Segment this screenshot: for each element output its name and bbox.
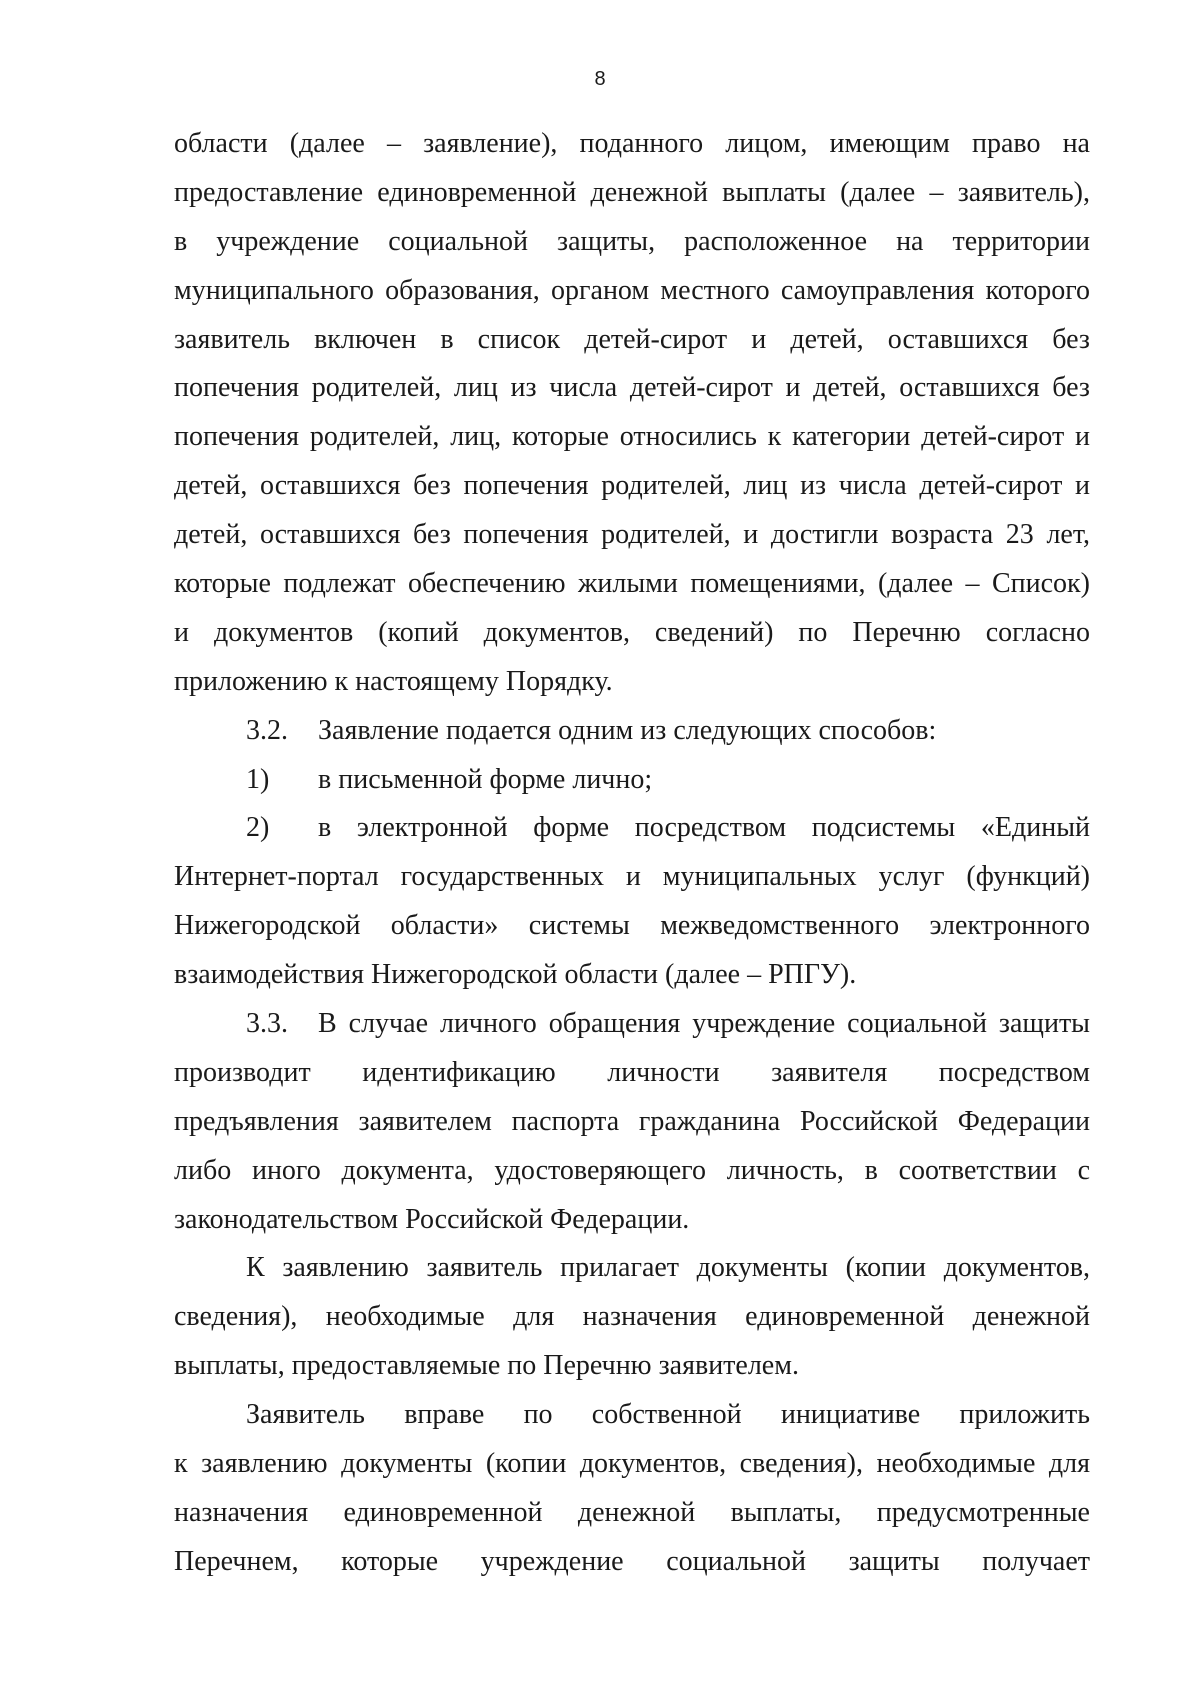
- section-number: 3.2.: [246, 714, 288, 746]
- text-line: назначения единовременной денежной выплаты, предусмотренные: [174, 1496, 1090, 1528]
- text-line: детей, оставшихся без попечения родителей, лиц из числа детей-сирот и: [174, 470, 1090, 502]
- text-line: Заявитель вправе по собственной инициативе приложить: [246, 1399, 1090, 1431]
- list-item-2: [174, 804, 1090, 853]
- text-line: законодательством Российской Федерации.: [174, 1203, 690, 1235]
- text-line: к заявлению документы (копии документов, сведения), необходимые для: [174, 1448, 1090, 1480]
- list-number: 1): [246, 763, 270, 795]
- page-number: 8: [594, 68, 606, 90]
- text-line: и документов (копий документов, сведений) по Перечню согласно: [174, 616, 1090, 648]
- paragraph-3-3: [174, 1000, 1090, 1049]
- text-line: предоставление единовременной денежной выплаты (далее – заявитель),: [174, 176, 1090, 208]
- list-number: 2): [246, 812, 270, 844]
- text-line: предъявления заявителем паспорта гражданина Российской Федерации: [174, 1105, 1090, 1137]
- text-line: сведения), необходимые для назначения единовременной денежной: [174, 1301, 1090, 1333]
- document-body: [174, 120, 1090, 1587]
- text-line: муниципального образования, органом местного самоуправления которого: [174, 274, 1090, 306]
- text-line: заявитель включен в список детей-сирот и детей, оставшихся без: [174, 323, 1090, 355]
- paragraph-3-2: [174, 707, 1090, 756]
- text-line: которые подлежат обеспечению жилыми помещениями, (далее – Список): [174, 568, 1090, 600]
- text-line: Интернет-портал государственных и муниципальных услуг (функций): [174, 861, 1090, 893]
- text-line: в учреждение социальной защиты, расположенное на территории: [174, 225, 1090, 257]
- text-line: Заявление подается одним из следующих способов:: [318, 714, 937, 746]
- text-line: приложению к настоящему Порядку.: [174, 665, 613, 697]
- text-line: производит идентификацию личности заявителя посредством: [174, 1056, 1090, 1088]
- text-line: попечения родителей, лиц из числа детей-сирот и детей, оставшихся без: [174, 372, 1090, 404]
- text-line: попечения родителей, лиц, которые относились к категории детей-сирот и: [174, 421, 1090, 453]
- text-line: К заявлению заявитель прилагает документы (копии документов,: [246, 1252, 1090, 1284]
- section-number: 3.3.: [246, 1008, 288, 1040]
- text-line: взаимодействия Нижегородской области (далее – РПГУ).: [174, 959, 857, 991]
- text-line: в письменной форме лично;: [318, 763, 653, 795]
- text-line: Нижегородской области» системы межведомственного электронного: [174, 910, 1090, 942]
- text-line: детей, оставшихся без попечения родителей, и достигли возраста 23 лет,: [174, 519, 1090, 551]
- text-line: либо иного документа, удостоверяющего личность, в соответствии с: [174, 1154, 1090, 1186]
- text-line: области (далее – заявление), поданного лицом, имеющим право на: [174, 128, 1090, 159]
- list-item-1: [174, 756, 1090, 805]
- text-line: выплаты, предоставляемые по Перечню заявителем.: [174, 1350, 799, 1382]
- text-line: в электронной форме посредством подсистемы «Единый: [318, 812, 1090, 844]
- text-line: Перечнем, которые учреждение социальной защиты получает: [174, 1545, 1090, 1577]
- text-line: В случае личного обращения учреждение социальной защиты: [318, 1008, 1090, 1040]
